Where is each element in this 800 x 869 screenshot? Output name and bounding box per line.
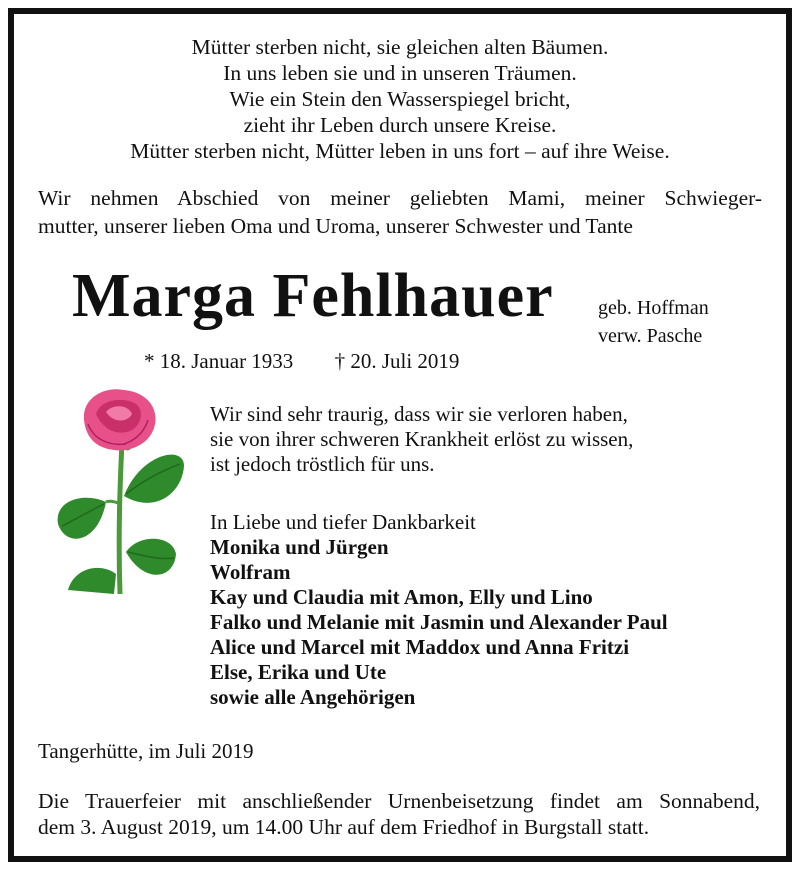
funeral-line: Die Trauerfeier mit anschließender Urnenbeisetzung findet am Sonnabend, — [38, 789, 760, 813]
poem-line: In uns leben sie und in unseren Träumen. — [223, 61, 577, 85]
family-line: Wolfram — [210, 560, 291, 584]
condolence-message — [210, 402, 633, 477]
poem-line: zieht ihr Leben durch unsere Kreise. — [243, 113, 557, 137]
deceased-name: Marga Fehlhauer — [72, 262, 554, 330]
widowed-name: verw. Pasche — [598, 325, 703, 347]
birth-name: geb. Hoffman — [598, 297, 709, 319]
message-line: ist jedoch tröstlich für uns. — [210, 452, 435, 476]
death-date: † 20. Juli 2019 — [334, 349, 460, 373]
poem — [14, 34, 786, 164]
intro-line: Wir nehmen Abschied von meiner geliebten Mami, meiner Schwieger- — [38, 186, 762, 210]
life-dates — [144, 348, 459, 374]
family-line: Else, Erika und Ute — [210, 660, 387, 684]
poem-line: Mütter sterben nicht, Mütter leben in uns fort – auf ihre Weise. — [130, 139, 670, 163]
message-line: sie von ihrer schweren Krankheit erlöst zu wissen, — [210, 427, 634, 451]
intro-line: mutter, unserer lieben Oma und Uroma, unserer Schwester und Tante — [38, 214, 633, 238]
family-line: sowie alle Angehörigen — [210, 685, 416, 709]
family-line: Falko und Melanie mit Jasmin und Alexander Paul — [210, 610, 668, 634]
funeral-info — [38, 788, 760, 840]
name-history — [598, 294, 709, 350]
obituary-notice — [8, 8, 792, 862]
funeral-line: dem 3. August 2019, um 14.00 Uhr auf dem Friedhof in Burgstall statt. — [38, 815, 650, 839]
signoff-heading: In Liebe und tiefer Dankbarkeit — [210, 510, 476, 534]
family-line: Kay und Claudia mit Amon, Elly und Lino — [210, 585, 593, 609]
place-date: Tangerhütte, im Juli 2019 — [38, 739, 254, 763]
poem-line: Mütter sterben nicht, sie gleichen alten Bäumen. — [191, 35, 609, 59]
farewell-intro — [38, 184, 762, 240]
signoff — [210, 510, 668, 710]
message-line: Wir sind sehr traurig, dass wir sie verloren haben, — [210, 402, 628, 426]
family-line: Alice und Marcel mit Maddox und Anna Fritzi — [210, 635, 630, 659]
pink-rose-icon — [44, 384, 194, 594]
poem-line: Wie ein Stein den Wasserspiegel bricht, — [229, 87, 571, 111]
family-line: Monika und Jürgen — [210, 535, 389, 559]
birth-date: * 18. Januar 1933 — [144, 349, 294, 373]
